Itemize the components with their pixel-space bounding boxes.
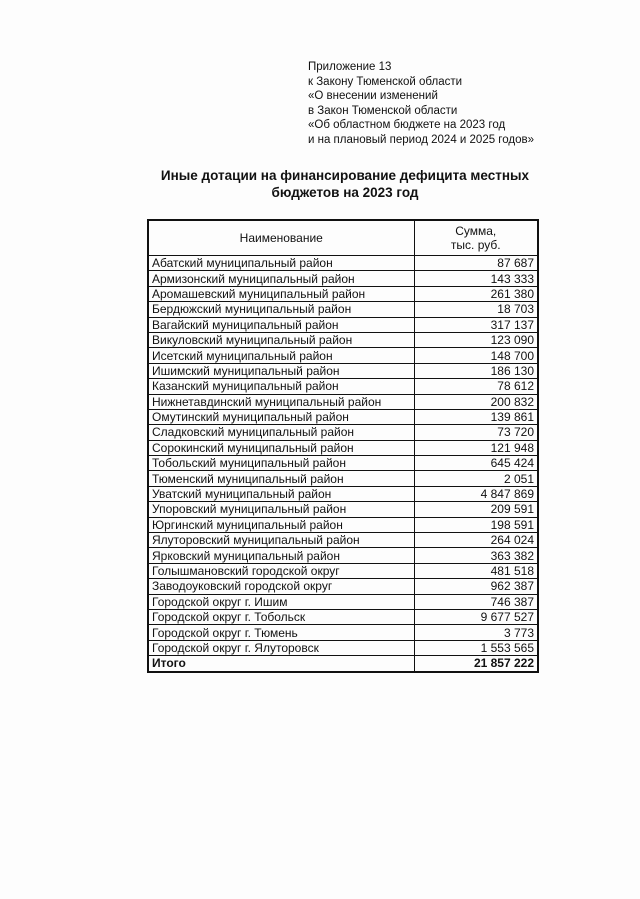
appendix-line: «Об областном бюджете на 2023 год (308, 119, 506, 132)
table-row (148, 348, 538, 363)
row-name: Заводоуковский городской округ (148, 579, 414, 594)
appendix-line: в Закон Тюменской области (308, 104, 458, 117)
row-sum: 87 687 (414, 256, 538, 271)
appendix-line: «О внесении изменений (308, 90, 438, 103)
table-row (148, 302, 538, 317)
row-sum: 139 861 (414, 409, 538, 424)
table-row (148, 379, 538, 394)
row-sum: 148 700 (414, 348, 538, 363)
row-name: Сорокинский муниципальный район (148, 440, 414, 455)
row-name: Тобольский муниципальный район (148, 456, 414, 471)
row-sum: 746 387 (414, 594, 538, 609)
row-sum: 962 387 (414, 579, 538, 594)
table-row (148, 440, 538, 455)
row-name: Голышмановский городской округ (148, 563, 414, 578)
row-name: Нижнетавдинский муниципальный район (148, 394, 414, 409)
row-sum: 4 847 869 (414, 486, 538, 501)
appendix-line: и на плановый период 2024 и 2025 годов» (308, 133, 534, 146)
row-name: Городской округ г. Тюмень (148, 625, 414, 640)
table-row (148, 533, 538, 548)
row-sum: 264 024 (414, 533, 538, 548)
table-row (148, 332, 538, 347)
title-line-1: Иные дотации на финансирование дефицита местных (160, 168, 530, 183)
table-row (148, 317, 538, 332)
column-header-name: Наименование (148, 220, 414, 256)
row-sum: 261 380 (414, 286, 538, 301)
title-line-2: бюджетов на 2023 год (271, 185, 419, 200)
row-name: Сладковский муниципальный район (148, 425, 414, 440)
row-name: Омутинский муниципальный район (148, 409, 414, 424)
row-sum: 481 518 (414, 563, 538, 578)
row-name: Ишимский муниципальный район (148, 363, 414, 378)
row-name: Аромашевский муниципальный район (148, 286, 414, 301)
row-name: Вагайский муниципальный район (148, 317, 414, 332)
table-row (148, 579, 538, 594)
table-row (148, 363, 538, 378)
row-sum: 198 591 (414, 517, 538, 532)
table-row (148, 456, 538, 471)
table-row (148, 394, 538, 409)
appendix-line: к Закону Тюменской области (308, 75, 463, 88)
subsidies-table (147, 219, 539, 673)
row-sum: 143 333 (414, 271, 538, 286)
row-name: Бердюжский муниципальный район (148, 302, 414, 317)
appendix-header (308, 60, 628, 148)
table-row (148, 563, 538, 578)
table-row (148, 517, 538, 532)
table-row (148, 548, 538, 563)
table-row (148, 425, 538, 440)
table-row (148, 256, 538, 271)
row-sum: 186 130 (414, 363, 538, 378)
row-name: Юргинский муниципальный район (148, 517, 414, 532)
row-sum: 209 591 (414, 502, 538, 517)
total-label: Итого (148, 656, 414, 672)
row-name: Упоровский муниципальный район (148, 502, 414, 517)
row-sum: 123 090 (414, 332, 538, 347)
table-row (148, 502, 538, 517)
document-title (150, 167, 540, 201)
row-sum: 1 553 565 (414, 640, 538, 655)
column-header-sum-line-2: тыс. руб. (450, 238, 501, 252)
row-name: Викуловский муниципальный район (148, 332, 414, 347)
row-name: Абатский муниципальный район (148, 256, 414, 271)
table-row (148, 271, 538, 286)
row-name: Армизонский муниципальный район (148, 271, 414, 286)
row-sum: 200 832 (414, 394, 538, 409)
appendix-line: Приложение 13 (308, 61, 392, 73)
column-header-sum (414, 220, 538, 256)
table-header-row (148, 220, 538, 256)
table-body (148, 256, 538, 672)
table-row (148, 625, 538, 640)
row-name: Городской округ г. Тобольск (148, 609, 414, 624)
column-header-sum-line-1: Сумма, (455, 224, 497, 238)
row-name: Городской округ г. Ялуторовск (148, 640, 414, 655)
row-sum: 2 051 (414, 471, 538, 486)
row-sum: 9 677 527 (414, 609, 538, 624)
table-row (148, 594, 538, 609)
row-name: Исетский муниципальный район (148, 348, 414, 363)
row-sum: 363 382 (414, 548, 538, 563)
table-row (148, 609, 538, 624)
row-sum: 78 612 (414, 379, 538, 394)
row-name: Ярковский муниципальный район (148, 548, 414, 563)
table-row (148, 286, 538, 301)
row-sum: 73 720 (414, 425, 538, 440)
row-sum: 317 137 (414, 317, 538, 332)
row-name: Ялуторовский муниципальный район (148, 533, 414, 548)
row-sum: 645 424 (414, 456, 538, 471)
row-name: Городской округ г. Ишим (148, 594, 414, 609)
row-sum: 3 773 (414, 625, 538, 640)
table-row (148, 409, 538, 424)
row-name: Уватский муниципальный район (148, 486, 414, 501)
total-sum: 21 857 222 (414, 656, 538, 672)
row-name: Казанский муниципальный район (148, 379, 414, 394)
table-row (148, 486, 538, 501)
table-row (148, 640, 538, 655)
row-sum: 18 703 (414, 302, 538, 317)
total-row (148, 656, 538, 672)
row-sum: 121 948 (414, 440, 538, 455)
row-name: Тюменский муниципальный район (148, 471, 414, 486)
table-row (148, 471, 538, 486)
